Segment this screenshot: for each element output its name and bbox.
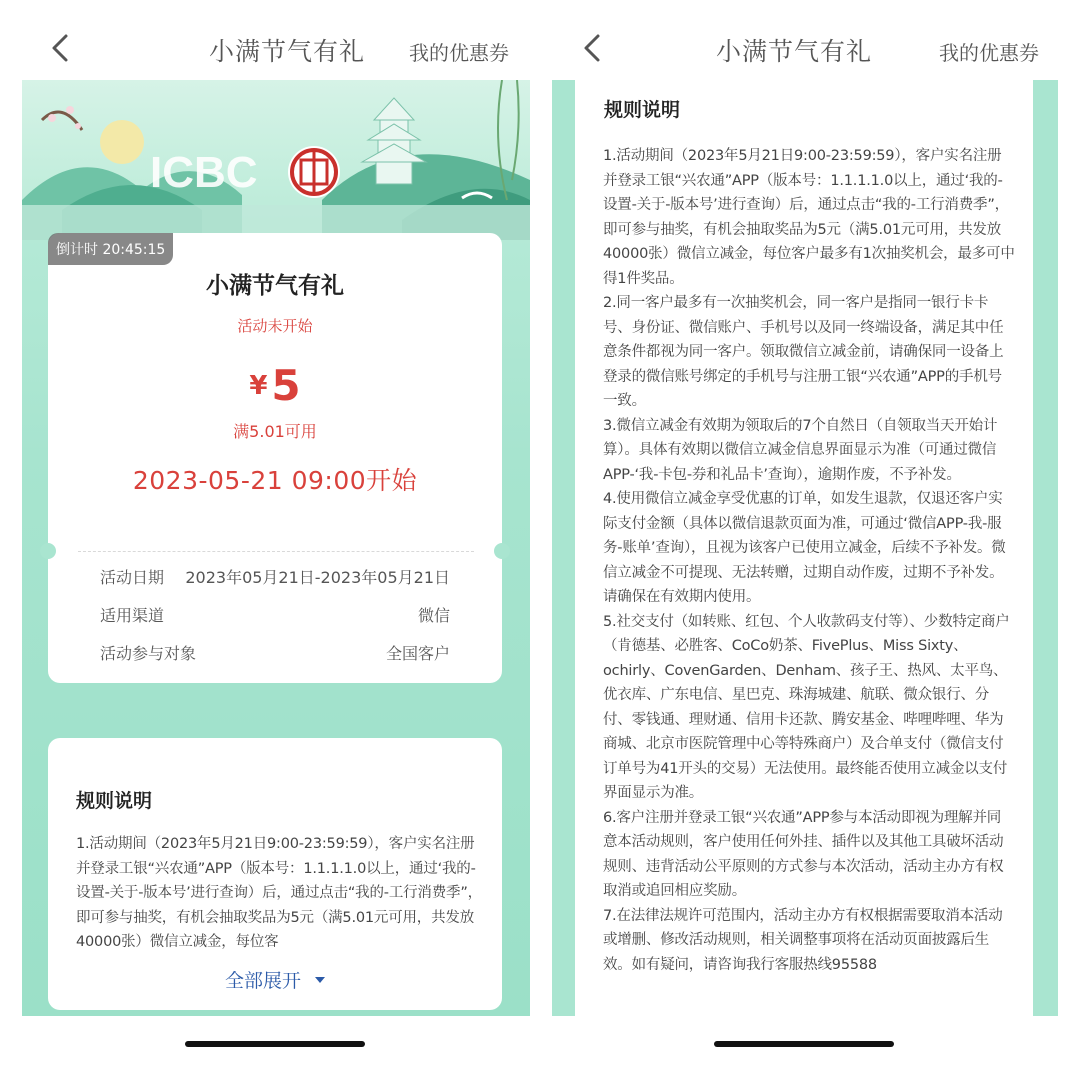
info-value: 全国客户 [385, 644, 450, 663]
rules-preview-text: 1.活动期间（2023年5月21日9:00-23:59:59），客户实名注册并登录工银“兴农通”APP（版本号：1.1.1.1.0以上，通过‘我的-设置-关于-版本号’进行查询）后，通过点击“我的-工行消费季”，即可参与抽奖，有机会抽取奖品为5元（满5.01元可用，共发放40000张）微信立减金，每位客 [76, 836, 482, 950]
rules-full-panel [575, 80, 1033, 1016]
info-row-audience [100, 641, 450, 664]
rule-item: 6.客户注册并登录工银“兴农通”APP参与本活动即视为理解并同意本活动规则，客户使用任何外挂、插件以及其他工具破坏活动规则、违背活动公平原则的方式参与本次活动，活动主办方有权取消或追回相应奖励。 [603, 809, 1004, 899]
start-time: 2023-05-21 09:00开始 [132, 466, 418, 495]
info-label: 活动日期 [100, 568, 165, 587]
icbc-logo-icon [288, 146, 340, 198]
my-coupons-link[interactable]: 我的优惠券 [939, 41, 1039, 65]
home-indicator[interactable] [714, 1041, 894, 1047]
coupon-amount [48, 361, 502, 410]
currency-symbol: ¥ [249, 371, 268, 401]
page-title: 小满节气有礼 [208, 37, 365, 66]
dashed-divider [78, 551, 474, 552]
info-value: 2023年05月21日-2023年05月21日 [185, 568, 450, 587]
amount-value: 5 [271, 361, 301, 410]
rules-card [48, 738, 502, 1010]
promo-card [48, 233, 502, 683]
info-row-date [100, 565, 450, 588]
home-indicator[interactable] [185, 1041, 365, 1047]
ticket-notch [40, 543, 56, 559]
usage-threshold: 满5.01可用 [233, 422, 317, 441]
my-coupons-link[interactable]: 我的优惠券 [409, 41, 509, 65]
info-value: 微信 [417, 606, 450, 625]
expand-all-button[interactable] [48, 966, 502, 993]
info-label: 活动参与对象 [100, 644, 197, 663]
page-title: 小满节气有礼 [715, 37, 872, 66]
rule-item: 7.在法律法规许可范围内，活动主办方有权根据需要取消本活动或增删、修改活动规则，相关调整事项将在活动页面披露后生效。如有疑问，请咨询我行客服热线95588 [603, 907, 1003, 973]
rules-heading: 规则说明 [76, 790, 153, 812]
icbc-logo-text: ICBC [150, 148, 258, 197]
countdown-badge: 倒计时 20:45:15 [48, 233, 173, 265]
rule-item: 4.使用微信立减金享受优惠的订单，如发生退款，仅退还客户实际支付金额（具体以微信退款页面为准，可通过‘微信APP-我-服务-账单’查询），且视为该客户已使用立减金，后续不予补发。微信立减金不可提现、无法转赠，过期自动作废，过期不予补发。请确保在有效期内使用。 [603, 491, 1006, 605]
promo-title: 小满节气有礼 [206, 273, 344, 299]
rule-item: 2.同一客户最多有一次抽奖机会，同一客户是指同一银行卡卡号、身份证、微信账户、手机号以及同一终端设备，满足其中任意条件都视为同一客户。领取微信立减金前，请确保同一设备上登录的微信账号绑定的手机号与注册工银“兴农通”APP的手机号一致。 [603, 295, 1004, 409]
promo-banner-illustration [22, 80, 530, 240]
expand-triangle-icon [315, 977, 325, 983]
info-label: 适用渠道 [100, 606, 165, 625]
rule-item: 1.活动期间（2023年5月21日9:00-23:59:59），客户实名注册并登录工银“兴农通”APP（版本号：1.1.1.1.0以上，通过‘我的-设置-关于-版本号’进行查询）后，通过点击“我的-工行消费季”，即可参与抽奖，有机会抽取奖品为5元（满5.01元可用，共发放40000张）微信立减金，每位客户最多有1次抽奖机会，最多可中得1件奖品。 [603, 148, 1015, 287]
activity-status: 活动未开始 [237, 317, 313, 335]
ticket-notch [494, 543, 510, 559]
rules-heading: 规则说明 [604, 99, 681, 121]
nav-bar [0, 0, 540, 80]
rules-list [603, 144, 1015, 977]
nav-bar [540, 0, 1080, 80]
expand-label: 全部展开 [224, 970, 301, 992]
info-row-channel [100, 603, 450, 626]
rule-item: 5.社交支付（如转账、红包、个人收款码支付等）、少数特定商户（肯德基、必胜客、CoCo奶茶、FivePlus、Miss Sixty、ochirly、CovenGarden、Denham、孩子王、热风、太平鸟、优衣库、广东电信、星巴克、珠海城建、航联、微众银行、分付、零钱通、理财通、信用卡还款、腾安基金、哔哩哔哩、华为商城、北京市医院管理中心等特殊商户）及合单支付（微信支付订单号为41开头的交易）无法使用。最终能否使用立减金以支付界面显示为准。 [603, 613, 1010, 801]
rule-item: 3.微信立减金有效期为领取后的7个自然日（自领取当天开始计算）。具体有效期以微信立减金信息界面显示为准（可通过微信APP-‘我-卡包-券和礼品卡’查询），逾期作废，不予补发。 [603, 417, 998, 483]
